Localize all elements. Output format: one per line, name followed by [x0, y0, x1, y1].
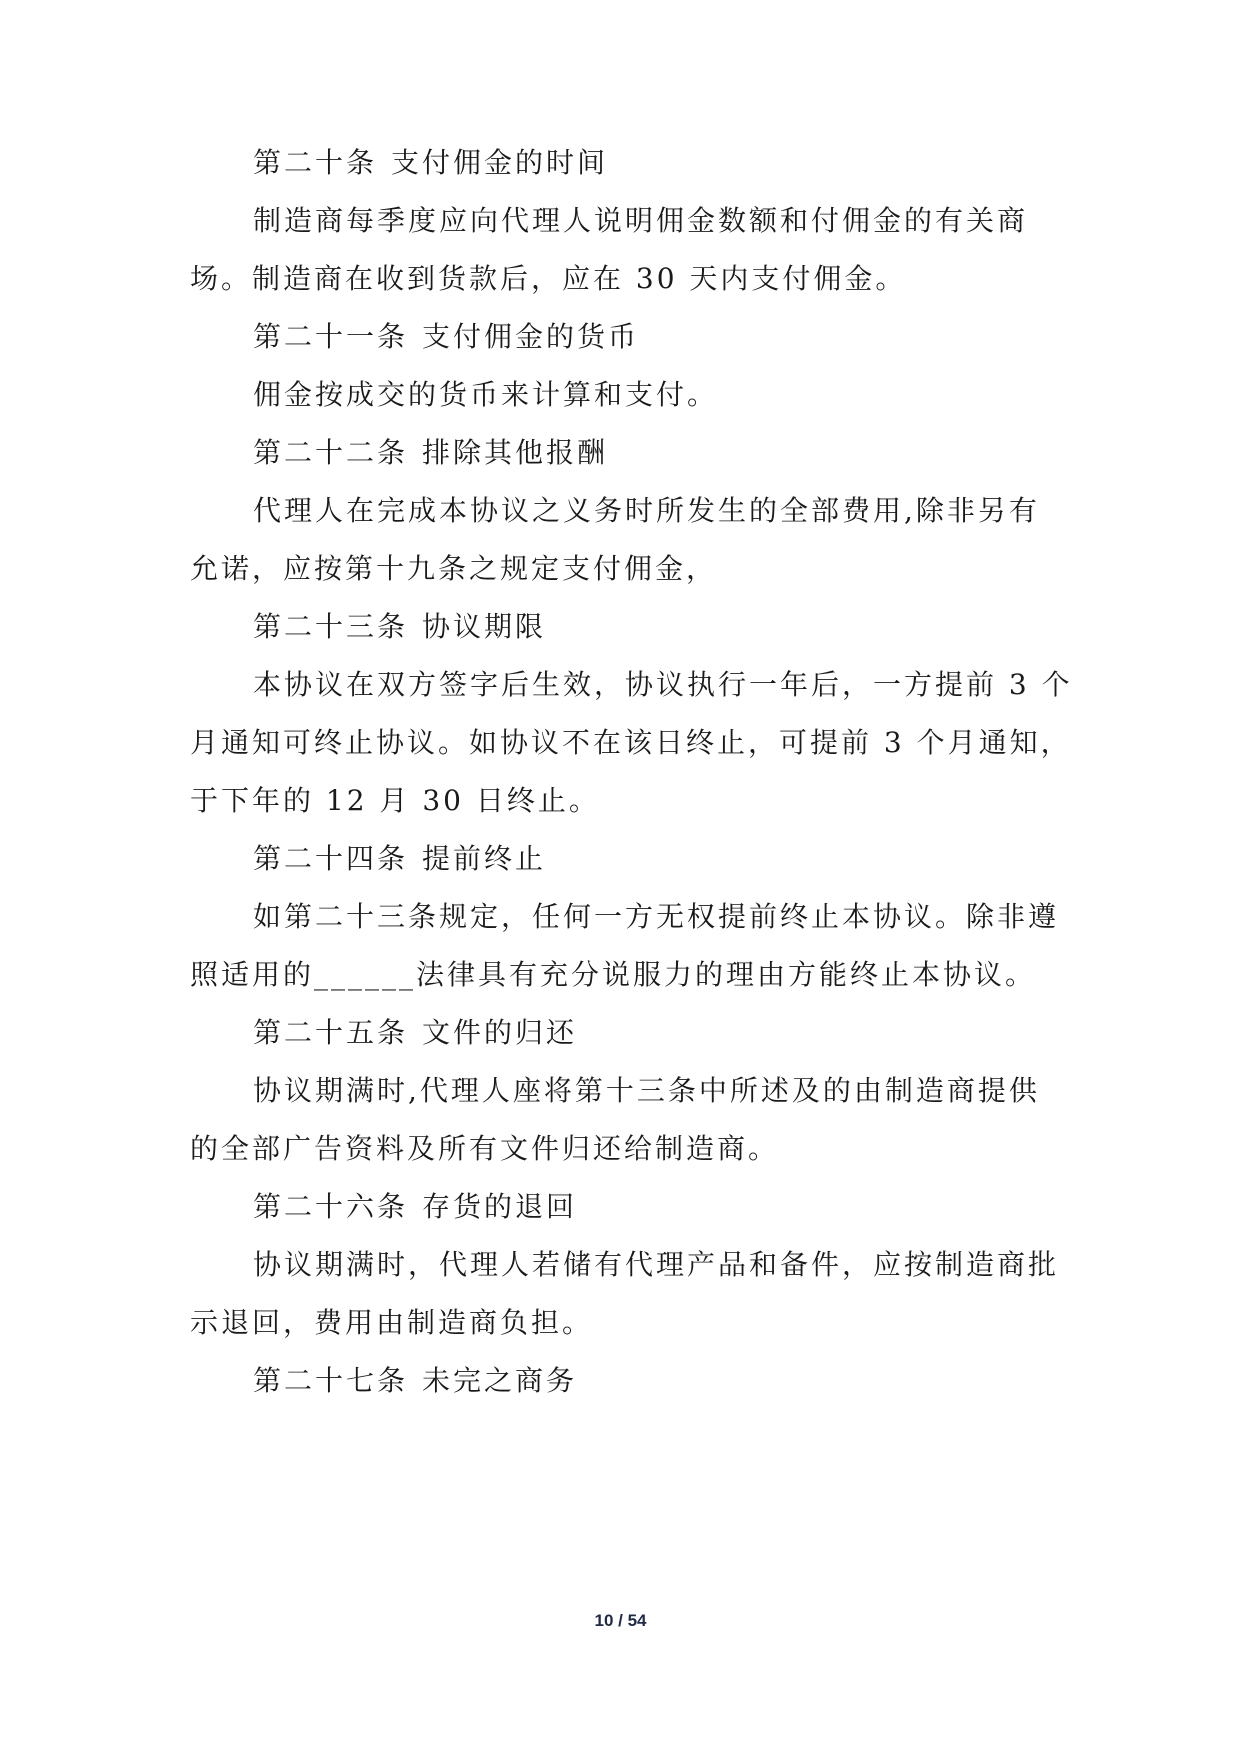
article-heading	[253, 436, 608, 470]
article-number: 第二十五条	[253, 1016, 409, 1049]
article-heading	[253, 1364, 577, 1398]
article-heading	[253, 320, 639, 354]
article-number: 第二十三条	[253, 610, 409, 643]
article-number: 第二十七条	[253, 1364, 409, 1397]
paragraph-line: 制造商每季度应向代理人说明佣金数额和付佣金的有关商	[253, 204, 1029, 237]
paragraph-line: 月通知可终止协议。如协议不在该日终止，可提前 3 个月通知，	[190, 726, 1072, 759]
article-title: 支付佣金的货币	[422, 320, 640, 353]
paragraph-line: 示退回，费用由制造商负担。	[190, 1306, 594, 1339]
page-number: 10 / 54	[594, 1611, 647, 1630]
article-title: 存货的退回	[422, 1190, 578, 1223]
article-title: 未完之商务	[422, 1364, 578, 1397]
article-number: 第二十二条	[253, 436, 409, 469]
paragraph-line: 于下年的 12 月 30 日终止。	[190, 784, 600, 817]
article-number: 第二十一条	[253, 320, 409, 353]
article-heading	[253, 842, 546, 876]
article-title: 排除其他报酬	[422, 436, 609, 469]
article-heading	[253, 610, 546, 644]
paragraph-line: 照适用的______法律具有充分说服力的理由方能终止本协议。	[190, 958, 1037, 991]
article-title: 协议期限	[422, 610, 547, 643]
paragraph-line: 代理人在完成本协议之义务时所发生的全部费用,除非另有	[253, 494, 1040, 527]
article-title: 提前终止	[422, 842, 547, 875]
article-number: 第二十四条	[253, 842, 409, 875]
article-title: 支付佣金的时间	[391, 146, 609, 179]
article-heading	[253, 146, 608, 180]
article-title: 文件的归还	[422, 1016, 578, 1049]
article-heading	[253, 1016, 577, 1050]
paragraph-line: 佣金按成交的货币来计算和支付。	[253, 378, 719, 411]
paragraph-line: 的全部广告资料及所有文件归还给制造商。	[190, 1132, 780, 1165]
paragraph-line: 场。制造商在收到货款后，应在 30 天内支付佣金。	[190, 262, 907, 295]
paragraph-line: 协议期满时，代理人若储有代理产品和备件，应按制造商批	[253, 1248, 1060, 1281]
article-number: 第二十条	[253, 146, 378, 179]
article-heading	[253, 1190, 577, 1224]
paragraph-line: 允诺，应按第十九条之规定支付佣金，	[190, 552, 718, 585]
paragraph-line: 协议期满时,代理人座将第十三条中所述及的由制造商提供	[253, 1074, 1040, 1107]
paragraph-line: 如第二十三条规定，任何一方无权提前终止本协议。除非遵	[253, 900, 1060, 933]
paragraph-line: 本协议在双方签字后生效，协议执行一年后，一方提前 3 个	[253, 668, 1073, 701]
article-number: 第二十六条	[253, 1190, 409, 1223]
